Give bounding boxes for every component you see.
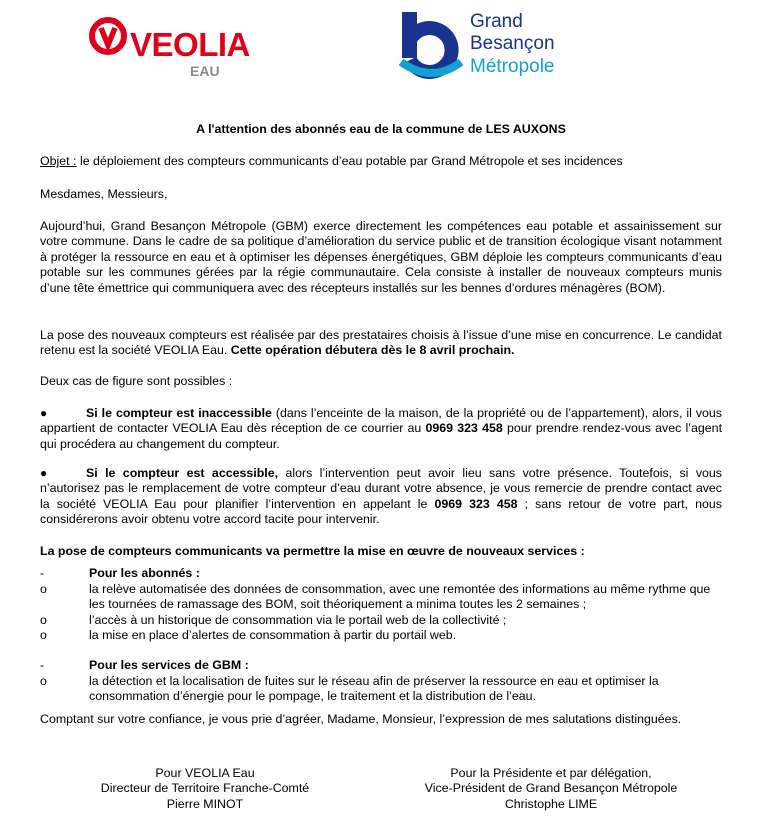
operation-start-date: Cette opération débutera dès le 8 avril prochain. — [230, 343, 515, 358]
closing-formula: Comptant sur votre confiance, je vous prie d’agréer, Madame, Monsieur, l’expression de mes salutations distinguées. — [40, 712, 682, 726]
phone-number: 0969 323 458 — [434, 496, 518, 511]
circle-marker: o — [40, 674, 47, 688]
signature-left-name: Pierre MINOT — [166, 796, 244, 811]
case-inaccessible: Si le compteur est inaccessible (dans l’enceinte de la maison, de la propriété ou de l’appartement), alors, il vous appartient de contacter VEOLIA Eau dès réception de ce courrier au 0969 323 458 pour prendre rendez-vous avec l’agent qui procédera au changement du compteur. — [40, 406, 723, 451]
veolia-logo-sub: EAU — [190, 63, 220, 79]
paragraph-operation: La pose des nouveaux compteurs est réalisée par des prestataires choisis à l’issue d’une mise en concurrence. Le candidat retenu est la société VEOLIA Eau. Cette opération débutera dès le 8 avril prochain. — [40, 328, 722, 358]
gbm-services-title: Pour les services de GBM : — [89, 658, 249, 672]
bullet-icon: ● — [40, 406, 48, 420]
gbm-logo-line2: Besançon — [470, 33, 555, 54]
signature-right-name: Christophe LIME — [504, 796, 598, 811]
gbm-emblem-icon — [399, 10, 465, 82]
veolia-logo-name: VEOLIA — [130, 26, 250, 63]
gbm-logo-line1: Grand — [470, 11, 523, 32]
abonnes-item: l’accès à un historique de consommation via le portail web de la collectivité ; — [89, 613, 507, 627]
gbm-services-item: la détection et la localisation de fuites sur le réseau afin de préserver la ressource en eau et optimiser la consommation d’énergie pour le pompage, le traitement et la distribution de l’eau. — [89, 674, 659, 704]
signature-right — [386, 766, 716, 812]
signature-right-line1: Pour la Présidente et par délégation, — [450, 766, 652, 780]
signature-left — [60, 766, 350, 812]
dash-marker: - — [40, 566, 45, 580]
letter-heading: A l'attention des abonnés eau de la commune de LES AUXONS — [196, 122, 566, 136]
services-heading: La pose de compteurs communicants va permettre la mise en œuvre de nouveaux services : — [40, 544, 585, 558]
bullet-icon: ● — [40, 466, 48, 480]
veolia-logo — [88, 14, 258, 79]
abonnes-title: Pour les abonnés : — [89, 566, 200, 580]
abonnes-item: la relève automatisée des données de consommation, avec une remontée des informations au même rythme que les tournées de ramassage des BOM, soit théoriquement a minima toutes les 2 semaines ; — [89, 582, 711, 612]
circle-marker: o — [40, 613, 47, 627]
circle-marker: o — [40, 582, 47, 596]
gbm-logo-line3: Métropole — [470, 56, 555, 77]
gbm-logo — [399, 10, 599, 82]
abonnes-item: la mise en place d’alertes de consommation à partir du portail web. — [89, 628, 457, 642]
signature-left-line1: Pour VEOLIA Eau — [155, 766, 255, 780]
salutation: Mesdames, Messieurs, — [40, 187, 168, 201]
subject-text: le déploiement des compteurs communicants d’eau potable par Grand Métropole et ses incidences — [76, 154, 623, 168]
dash-marker: - — [40, 658, 45, 672]
signature-right-line2: Vice-Président de Grand Besançon Métropole — [424, 781, 678, 796]
subject-label: Objet : — [40, 154, 77, 168]
case-accessible: Si le compteur est accessible, alors l’intervention peut avoir lieu sans votre présence. Toutefois, si vous n’autorisez pas le remplacement de votre compteur d’eau durant votre absence, je vous remercie de prendre contact avec la société VEOLIA Eau pour planifier l’intervention en appelant le 0969 323 458 ; sans retour de votre part, nous considérerons avoir obtenu votre accord tacite pour intervenir. — [40, 466, 723, 527]
circle-marker: o — [40, 628, 47, 642]
phone-number: 0969 323 458 — [425, 421, 503, 436]
letter-subject — [40, 154, 730, 169]
veolia-emblem-icon — [88, 14, 128, 58]
signature-left-line2: Directeur de Territoire Franche-Comté — [100, 781, 310, 796]
cases-intro: Deux cas de figure sont possibles : — [40, 374, 233, 388]
paragraph-intro: Aujourd’hui, Grand Besançon Métropole (GBM) exerce directement les compétences eau potable et assainissement sur votre commune. Dans le cadre de sa politique d’amélioration du service public et de transition écologique visant notamment à protéger la ressource en eau et à optimiser les dépenses énergétiques, GBM déploie les compteurs communicants d’eau potable sur les communes gérées par la régie communautaire. Cela consiste à installer de nouveaux compteurs munis d’une tête émettrice qui communiquera avec des récepteurs installés sur les bennes d’ordures ménagères (BOM). — [40, 219, 722, 295]
